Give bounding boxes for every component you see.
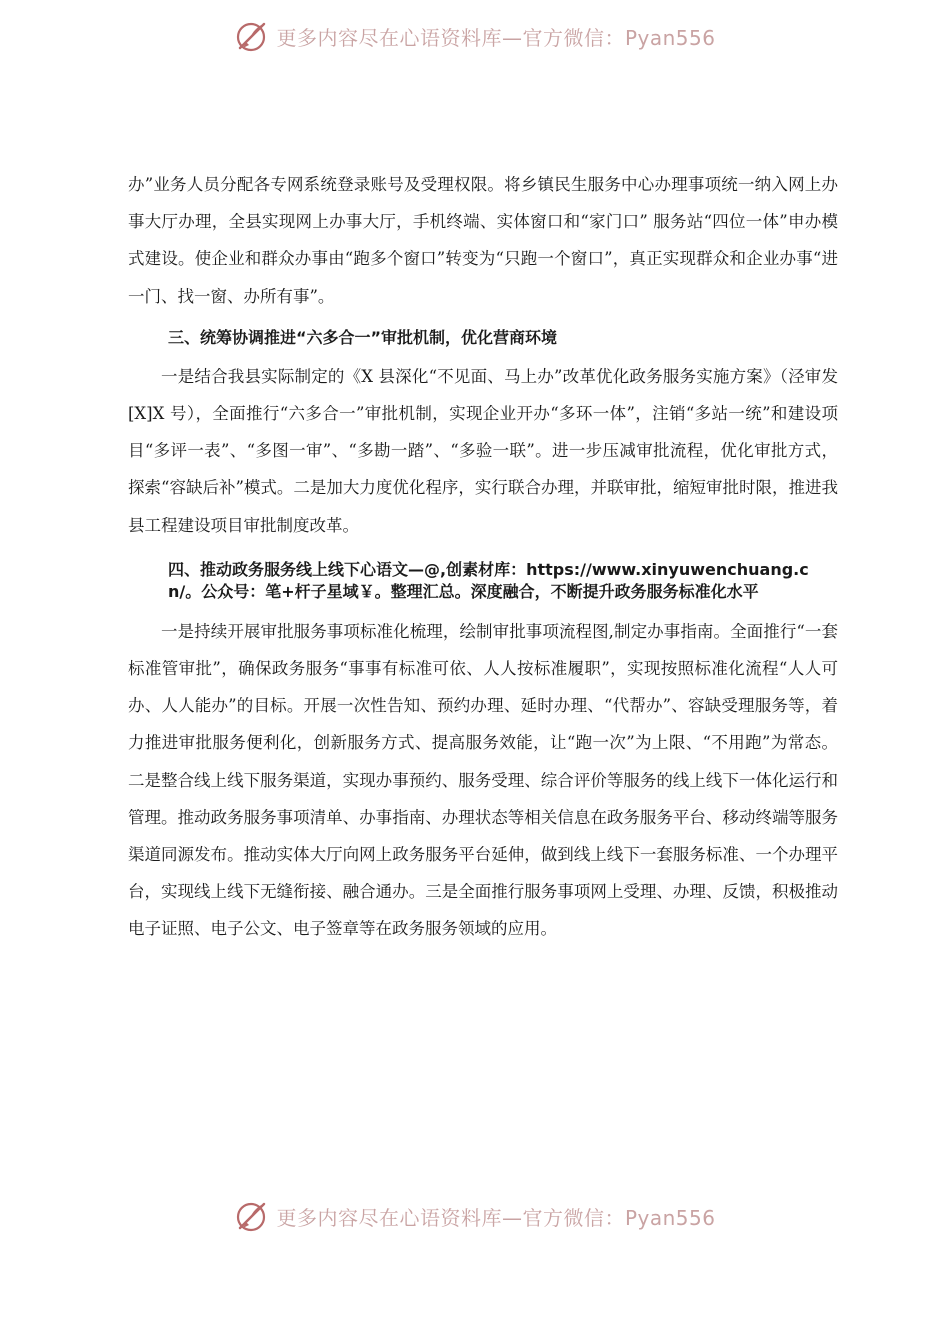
document-body [128,166,838,948]
section-heading-4: 四、推动政务服务线上线下心语文—@,创素材库：https://www.xinyuwenchuang.cn/。公众号：笔+杆子星域￥。整理汇总。深度融合，不断提升政务服务标准化水平 [168,559,809,601]
section-heading-3: 三、统筹协调推进“六多合一”审批机制，优化营商环境 [168,327,558,347]
header-banner-text: 更多内容尽在心语资料库—官方微信：Pyan556 [276,25,716,50]
footer-banner [0,1196,950,1236]
paragraph-3: 一是持续开展审批服务事项标准化梳理，绘制审批事项流程图,制定办事指南。全面推行“一套标准管审批”，确保政务服务“事事有标准可依、人人按标准履职”，实现按照标准化流程“人人可办、人人能办”的目标。开展一次性告知、预约办理、延时办理、“代帮办”、容缺受理服务等，着力推进审批服务便利化，创新服务方式、提高服务效能，让“跑一次”为上限、“不用跑”为常态。二是整合线上线下服务渠道，实现办事预约、服务受理、综合评价等服务的线上线下一体化运行和管理。推动政务服务事项清单、办事指南、办理状态等相关信息在政务服务平台、移动终端等服务渠道同源发布。推动实体大厅向网上政务服务平台延伸，做到线上线下一套服务标准、一个办理平台，实现线上线下无缝衔接、融合通办。三是全面推行服务事项网上受理、办理、反馈，积极推动电子证照、电子公文、电子签章等在政务服务领域的应用。 [128,621,838,939]
paragraph-2: 一是结合我县实际制定的《X 县深化“不见面、马上办”改革优化政务服务实施方案》（泾审发[X]X 号），全面推行“六多合一”审批机制，实现企业开办“多环一体”，注销“多站一统”和建设项目“多评一表”、“多图一审”、“多勘一踏”、“多验一联”。进一步压减审批流程，优化审批方式，探索“容缺后补”模式。二是加大力度优化程序，实行联合办理，并联审批，缩短审批时限，推进我县工程建设项目审批制度改革。 [128,366,838,535]
quill-pen-logo-icon [234,18,270,54]
quill-pen-logo-icon [234,1198,270,1234]
header-banner [0,16,950,56]
footer-banner-text: 更多内容尽在心语资料库—官方微信：Pyan556 [276,1205,716,1230]
paragraph-1: 办”业务人员分配各专网系统登录账号及受理权限。将乡镇民生服务中心办理事项统一纳入网上办事大厅办理，全县实现网上办事大厅，手机终端、实体窗口和“家门口” 服务站“四位一体”申办模式建设。使企业和群众办事由“跑多个窗口”转变为“只跑一个窗口”，真正实现群众和企业办事“进一门、找一窗、办所有事”。 [128,175,838,306]
